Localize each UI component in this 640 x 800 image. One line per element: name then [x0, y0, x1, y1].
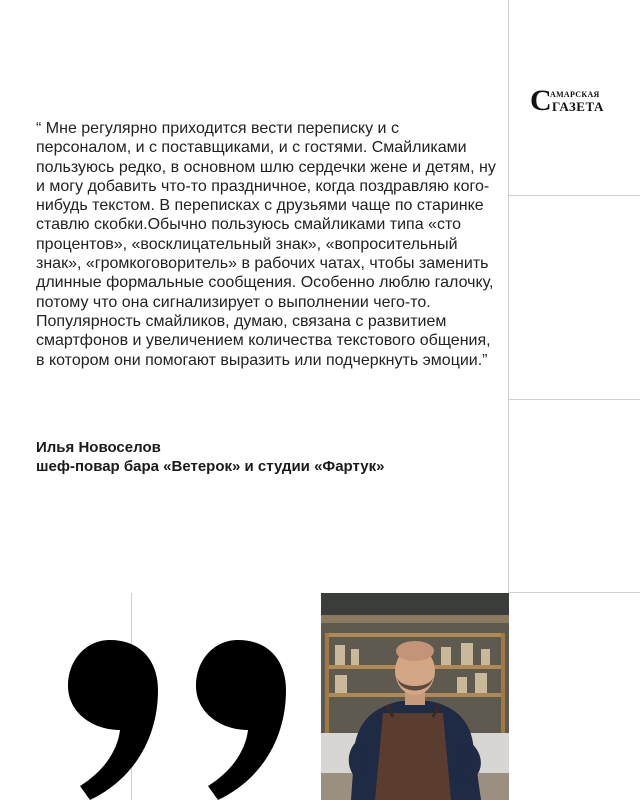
- grid-line-right-2: [508, 399, 640, 400]
- quote-text: “ Мне регулярно приходится вести переписку и с персоналом, и с поставщиками, и с гостями. Смайликами пользуюсь редко, в основном шлю сердечки жене и детям, ну и могу добавить что-то праздничное, когда поздравляю кого-нибудь текстом. В переписках с друзьями чаще по старинке ставлю скобки.Обычно пользуюсь смайликами типа «сто процентов», «восклицательный знак», «вопросительный знак», «громкоговоритель» в рабочих чатах, чтобы заменить длинные формальные сообщения. Особенно люблю галочку, потому что она сигнализирует о выполнении чего-то. Популярность смайликов, думаю, связана с развитием смартфонов и увеличением количества текстового общения, в котором они помогают выразить или подчеркнуть эмоции.”: [36, 120, 496, 369]
- closing-quote-icon: [62, 630, 302, 800]
- grid-line-right-3: [508, 592, 640, 593]
- logo-line-2: ГАЗЕТА: [552, 99, 604, 114]
- author-title: шеф-повар бара «Ветерок» и студии «Фартук»: [36, 458, 385, 475]
- author-block: [36, 438, 476, 476]
- grid-line-right-1: [508, 195, 640, 196]
- newspaper-logo: [530, 86, 610, 120]
- logo-line-1: АМАРСКАЯ: [550, 90, 600, 99]
- author-name: Илья Новоселов: [36, 439, 161, 456]
- chef-photo: [321, 593, 509, 800]
- logo-initial: С: [530, 84, 552, 117]
